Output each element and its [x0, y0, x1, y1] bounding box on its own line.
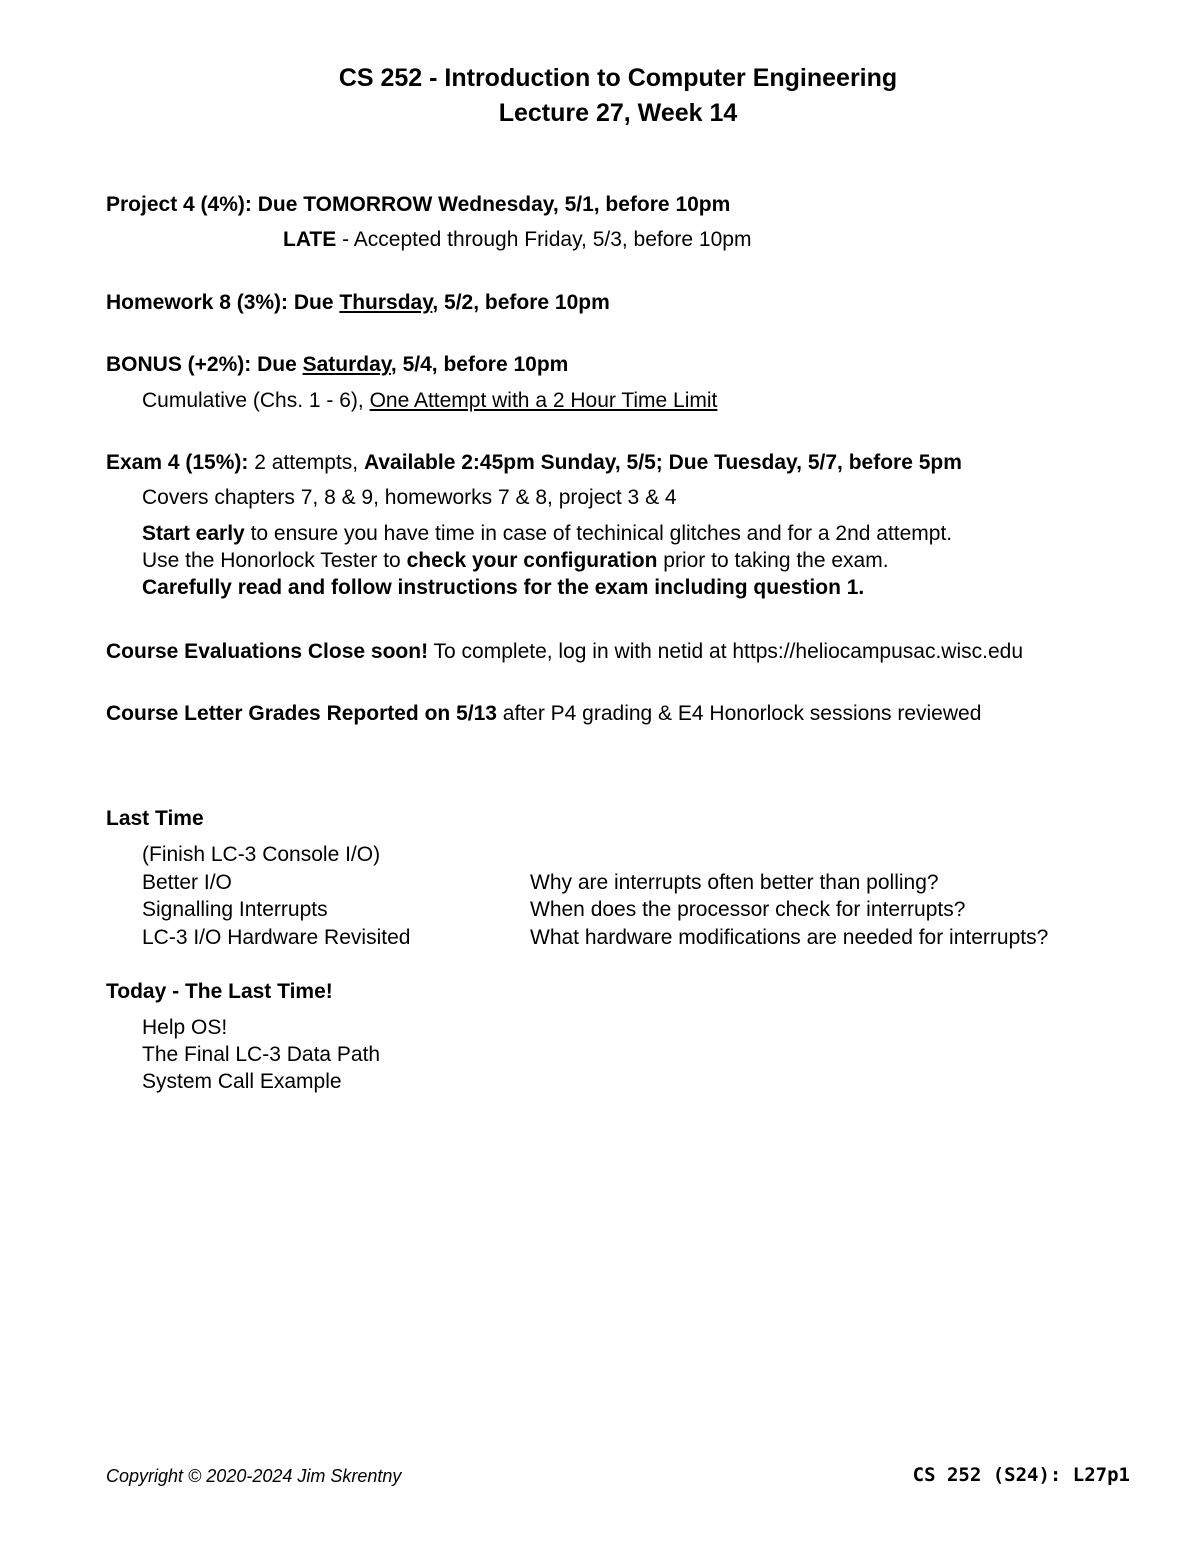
last-time-item: Signalling Interrupts [142, 898, 328, 921]
homework8-post: , 5/2, before 10pm [432, 291, 610, 314]
project4-heading: Project 4 (4%): Due TOMORROW Wednesday, 5/1, before 10pm [106, 193, 731, 216]
exam4-heading [106, 451, 962, 475]
homework8-pre: Homework 8 (3%): Due [106, 291, 340, 314]
exam4-start-early [142, 522, 952, 546]
today-heading: Today - The Last Time! [106, 980, 333, 1003]
bonus-detail-pre: Cumulative (Chs. 1 - 6), [142, 389, 370, 412]
late-text: - Accepted through Friday, 5/3, before 10pm [336, 228, 752, 251]
evaluations-rest: To complete, log in with netid at https://heliocampusac.wisc.edu [428, 640, 1024, 663]
footer-page-id: CS 252 (S24): L27p1 [912, 1464, 1130, 1486]
start-early-rest: to ensure you have time in case of techinical glitches and for a 2nd attempt. [244, 522, 953, 545]
last-time-item: (Finish LC-3 Console I/O) [142, 843, 381, 866]
exam4-careful: Carefully read and follow instructions for the exam including question 1. [142, 576, 865, 599]
page-subtitle: Lecture 27, Week 14 [498, 99, 738, 127]
last-time-question: What hardware modifications are needed for interrupts? [530, 926, 1049, 949]
exam4-availability: Available 2:45pm Sunday, 5/5; Due Tuesday, 5/7, before 5pm [363, 451, 962, 474]
last-time-item: LC-3 I/O Hardware Revisited [142, 926, 411, 949]
late-label: LATE [283, 228, 337, 251]
tester-pre: Use the Honorlock Tester to [142, 549, 407, 572]
start-early-bold: Start early [142, 522, 245, 545]
homework8-heading [106, 291, 610, 315]
footer-copyright: Copyright © 2020-2024 Jim Skrentny [106, 1466, 402, 1486]
bonus-detail-underlined: One Attempt with a 2 Hour Time Limit [369, 389, 718, 412]
bonus-pre: BONUS (+2%): Due [106, 353, 303, 376]
bonus-heading [106, 353, 568, 377]
last-time-heading: Last Time [106, 807, 204, 830]
tester-post: prior to taking the exam. [657, 549, 889, 572]
evaluations-line [106, 640, 1023, 664]
bonus-day: Saturday [302, 353, 391, 376]
grades-line [106, 702, 981, 726]
today-item: System Call Example [142, 1070, 342, 1093]
exam4-tester [142, 549, 889, 573]
bonus-post: , 5/4, before 10pm [390, 353, 569, 376]
exam4-label: Exam 4 (15%): [106, 451, 249, 474]
today-item: Help OS! [142, 1016, 228, 1039]
today-item: The Final LC-3 Data Path [142, 1043, 381, 1066]
last-time-item: Better I/O [142, 871, 232, 894]
grades-rest: after P4 grading & E4 Honorlock sessions reviewed [496, 702, 982, 725]
homework8-day: Thursday [339, 291, 433, 314]
project4-late-line [283, 228, 751, 252]
last-time-question: When does the processor check for interrupts? [530, 898, 966, 921]
evaluations-bold: Course Evaluations Close soon! [106, 640, 429, 663]
page-title: CS 252 - Introduction to Computer Engineering [338, 64, 898, 92]
grades-bold: Course Letter Grades Reported on 5/13 [106, 702, 497, 725]
last-time-question: Why are interrupts often better than polling? [530, 871, 939, 894]
exam4-covers: Covers chapters 7, 8 & 9, homeworks 7 & 8, project 3 & 4 [142, 486, 677, 509]
tester-bold: check your configuration [406, 549, 658, 572]
bonus-detail [142, 389, 717, 413]
exam4-attempts: 2 attempts, [248, 451, 364, 474]
